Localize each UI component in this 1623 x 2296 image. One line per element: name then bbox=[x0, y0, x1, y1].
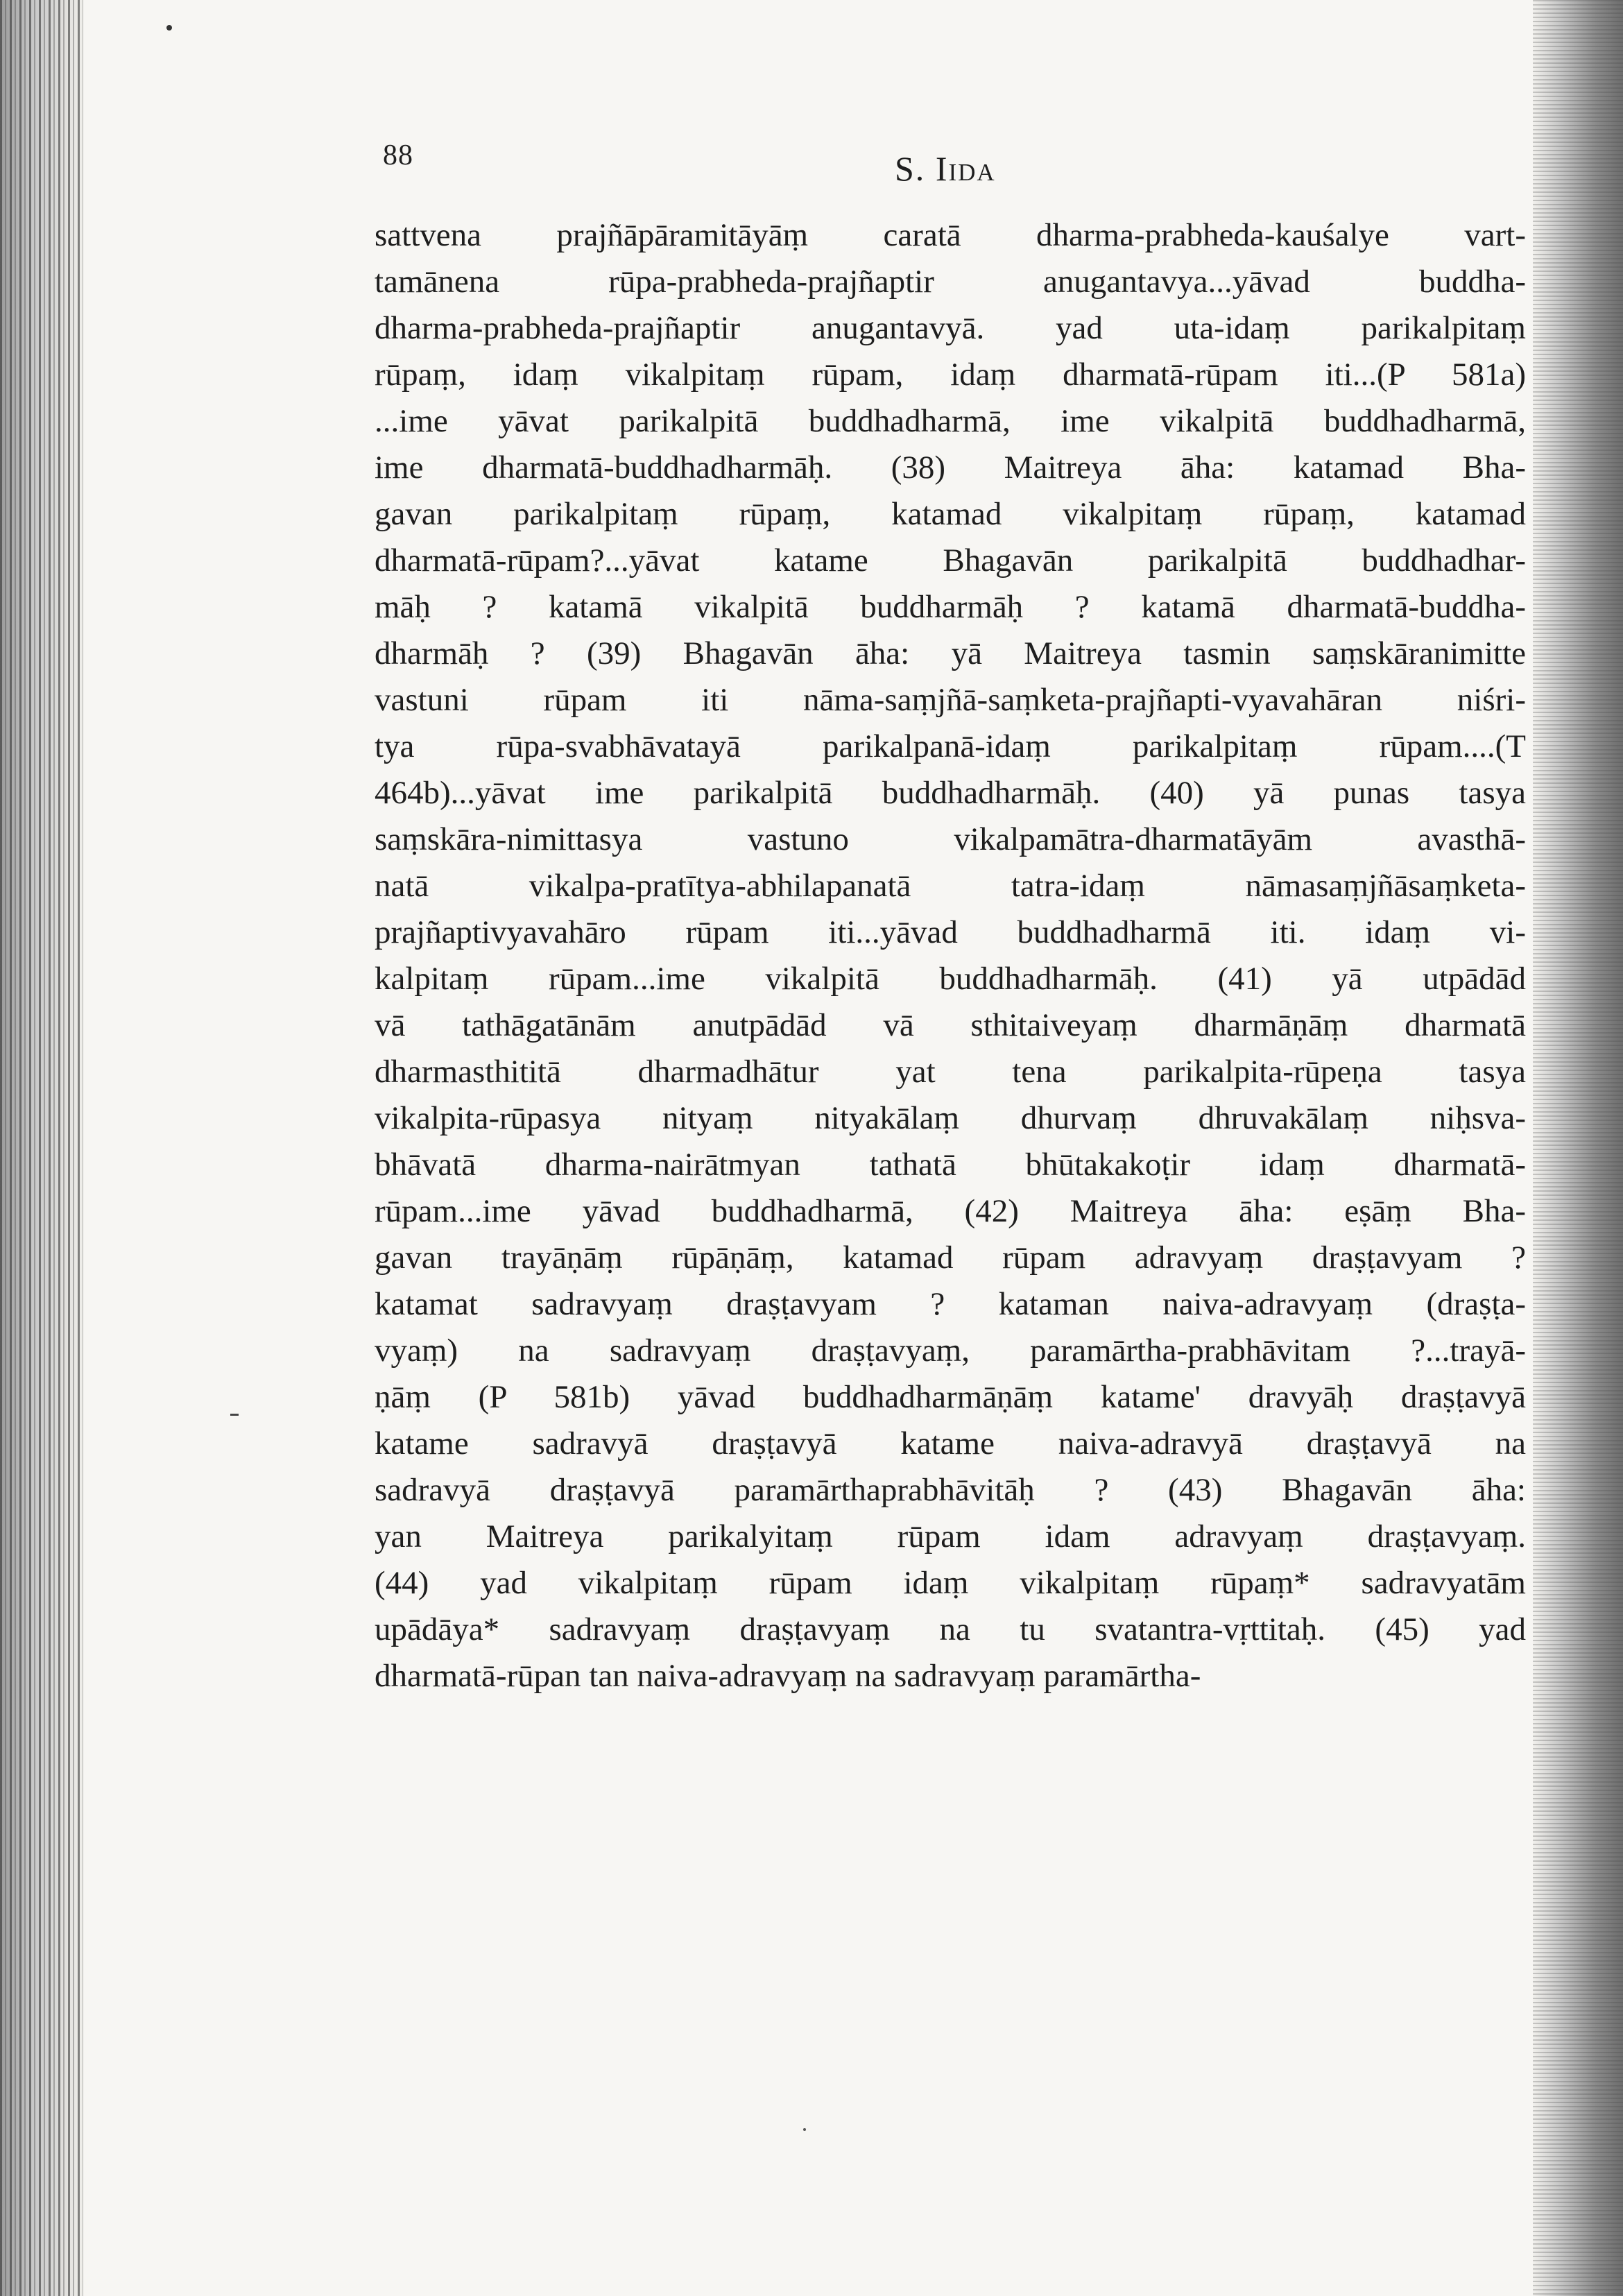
text-line: dharmatā-rūpam?...yāvat katame Bhagavān parikalpitā buddhadhar- bbox=[375, 542, 1526, 579]
stray-dot bbox=[166, 25, 172, 31]
text-line: ...ime yāvat parikalpitā buddhadharmā, ime vikalpitā buddhadharmā, bbox=[375, 403, 1526, 439]
text-line: ime dharmatā-buddhadharmāḥ. (38) Maitreya āha: katamad Bha- bbox=[375, 449, 1526, 486]
text-line: ṇāṃ (P 581b) yāvad buddhadharmāṇāṃ katame' dravyāḥ draṣṭavyā bbox=[375, 1379, 1526, 1415]
text-line: natā vikalpa-pratītya-abhilapanatā tatra-idaṃ nāmasaṃjñāsaṃketa- bbox=[375, 868, 1526, 904]
text-line: vastuni rūpam iti nāma-saṃjñā-saṃketa-prajñapti-vyavahāran niśri- bbox=[375, 682, 1526, 718]
text-line: tya rūpa-svabhāvatayā parikalpanā-idaṃ parikalpitaṃ rūpam....(T bbox=[375, 728, 1526, 764]
text-line: kalpitaṃ rūpam...ime vikalpitā buddhadharmāḥ. (41) yā utpādād bbox=[375, 961, 1526, 997]
scan-edge-right bbox=[1533, 0, 1623, 2296]
running-head bbox=[895, 148, 996, 189]
text-line: prajñaptivyavahāro rūpam iti...yāvad buddhadharmā iti. idaṃ vi- bbox=[375, 914, 1526, 950]
text-line: vyaṃ) na sadravyaṃ draṣṭavyaṃ, paramārtha-prabhāvitam ?...trayā- bbox=[375, 1333, 1526, 1369]
text-line: gavan trayāṇāṃ rūpāṇāṃ, katamad rūpam adravyaṃ draṣṭavyam ? bbox=[375, 1240, 1526, 1276]
text-line: māḥ ? katamā vikalpitā buddharmāḥ ? katamā dharmatā-buddha- bbox=[375, 589, 1526, 625]
text-line: upādāya* sadravyaṃ draṣṭavyaṃ na tu svatantra-vṛttitaḥ. (45) yad bbox=[375, 1611, 1526, 1647]
text-line: rūpam...ime yāvad buddhadharmā, (42) Maitreya āha: eṣāṃ Bha- bbox=[375, 1193, 1526, 1229]
text-line: bhāvatā dharma-nairātmyan tathatā bhūtakakoṭir idaṃ dharmatā- bbox=[375, 1147, 1526, 1183]
stray-mark bbox=[230, 1414, 239, 1416]
body-text bbox=[375, 212, 1526, 1699]
text-line: yan Maitreya parikalyitaṃ rūpam idam adravyaṃ draṣṭavyaṃ. bbox=[375, 1518, 1526, 1554]
text-line: dharmāḥ ? (39) Bhagavān āha: yā Maitreya tasmin saṃskāranimitte bbox=[375, 635, 1526, 671]
text-line: rūpaṃ, idaṃ vikalpitaṃ rūpam, idaṃ dharmatā-rūpam iti...(P 581a) bbox=[375, 357, 1526, 393]
text-line: katame sadravyā draṣṭavyā katame naiva-adravyā draṣṭavyā na bbox=[375, 1425, 1526, 1462]
page-number: 88 bbox=[383, 139, 413, 171]
text-line: katamat sadravyaṃ draṣṭavyam ? kataman naiva-adravyaṃ (draṣṭa- bbox=[375, 1286, 1526, 1322]
stray-mark-bottom bbox=[803, 2128, 806, 2131]
text-line: dharmasthititā dharmadhātur yat tena parikalpita-rūpeṇa tasya bbox=[375, 1054, 1526, 1090]
author-surname: Iida bbox=[935, 149, 996, 188]
text-line: (44) yad vikalpitaṃ rūpam idaṃ vikalpitaṃ rūpaṃ* sadravyatām bbox=[375, 1565, 1526, 1601]
text-line: tamānena rūpa-prabheda-prajñaptir anugantavya...yāvad buddha- bbox=[375, 264, 1526, 300]
text-line: sattvena prajñāpāramitāyāṃ caratā dharma-prabheda-kauśalye vart- bbox=[375, 217, 1526, 253]
text-line: dharma-prabheda-prajñaptir anugantavyā. yad uta-idaṃ parikalpitaṃ bbox=[375, 310, 1526, 346]
scan-edge-left bbox=[0, 0, 83, 2296]
text-line: 464b)...yāvat ime parikalpitā buddhadharmāḥ. (40) yā punas tasya bbox=[375, 775, 1526, 811]
text-line: saṃskāra-nimittasya vastuno vikalpamātra-dharmatāyām avasthā- bbox=[375, 821, 1526, 857]
text-line: dharmatā-rūpan tan naiva-adravyaṃ na sadravyaṃ paramārtha- bbox=[375, 1658, 1201, 1694]
text-line: sadravyā draṣṭavyā paramārthaprabhāvitāḥ ? (43) Bhagavān āha: bbox=[375, 1472, 1526, 1508]
text-line: vā tathāgatānām anutpādād vā sthitaiveyaṃ dharmāṇāṃ dharmatā bbox=[375, 1007, 1526, 1043]
text-line: vikalpita-rūpasya nityaṃ nityakālaṃ dhurvaṃ dhruvakālaṃ niḥsva- bbox=[375, 1100, 1526, 1136]
author-initial: S. bbox=[895, 149, 926, 188]
text-line: gavan parikalpitaṃ rūpaṃ, katamad vikalpitaṃ rūpaṃ, katamad bbox=[375, 496, 1526, 532]
